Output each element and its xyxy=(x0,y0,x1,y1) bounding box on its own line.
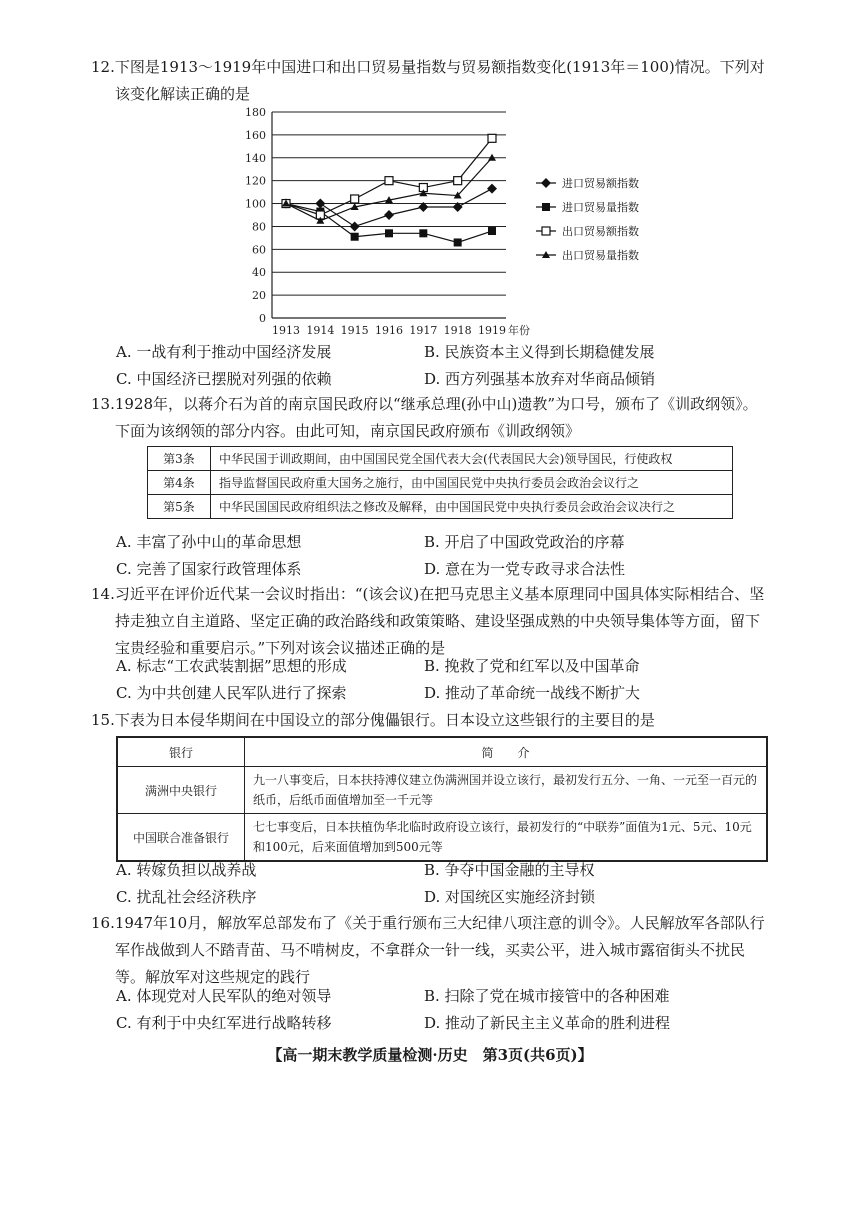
content-cell: 中华民国国民政府组织法之修改及解释，由中国国民党中央执行委员会政治会议决行之 xyxy=(211,495,733,519)
data-point xyxy=(315,199,325,209)
option-a[interactable]: A. 体现党对人民军队的绝对领导 xyxy=(116,987,332,1005)
intro-cell: 七七事变后，日本扶植伪华北临时政府设立该行，最初发行的“中联券”面值为1元、5元、10元和100元，后来面值增加到500元等 xyxy=(245,814,768,862)
y-tick-label: 140 xyxy=(245,151,266,165)
data-point xyxy=(488,154,496,161)
y-tick-label: 0 xyxy=(259,312,266,325)
bank-table xyxy=(116,736,768,862)
question-12-text: 12.下图是1913～1919年中国进口和出口贸易量指数与贸易额指数变化(1913年＝100)情况。下列对该变化解读正确的是 xyxy=(91,58,765,103)
table-header xyxy=(117,737,767,767)
y-tick-label: 80 xyxy=(252,220,266,234)
option-d[interactable]: D. 意在为一党专政寻求合法性 xyxy=(424,560,626,578)
article-cell: 第3条 xyxy=(148,447,211,471)
question-14 xyxy=(91,581,771,662)
outline-table xyxy=(147,446,733,519)
x-tick-label: 1917 xyxy=(409,324,438,337)
option-b[interactable]: B. 开启了中国政党政治的序幕 xyxy=(424,533,625,551)
page-footer: 【高一期末教学质量检测·历史 第3页(共6页)】 xyxy=(267,1046,593,1064)
data-point xyxy=(488,227,496,235)
header-intro: 简 介 xyxy=(245,737,768,767)
legend-label: 进口贸易额指数 xyxy=(562,177,639,190)
x-tick-label: 1914 xyxy=(306,324,335,337)
legend-label: 出口贸易额指数 xyxy=(562,225,639,238)
x-tick-label: 1913 xyxy=(272,324,300,337)
bank-cell: 满洲中央银行 xyxy=(117,767,245,814)
option-d[interactable]: D. 推动了新民主主义革命的胜利进程 xyxy=(424,1014,671,1032)
table-row xyxy=(148,471,733,495)
data-point xyxy=(454,177,462,185)
data-point xyxy=(385,229,393,237)
x-tick-label: 1916 xyxy=(375,324,403,337)
option-a[interactable]: A. 标志“工农武装割据”思想的形成 xyxy=(116,657,347,675)
option-c[interactable]: C. 扰乱社会经济秩序 xyxy=(116,888,257,906)
y-tick-label: 120 xyxy=(245,174,266,188)
data-point xyxy=(351,233,359,241)
data-point xyxy=(384,210,394,220)
article-cell: 第4条 xyxy=(148,471,211,495)
option-a[interactable]: A. 丰富了孙中山的革命思想 xyxy=(116,533,302,551)
article-cell: 第5条 xyxy=(148,495,211,519)
table-row xyxy=(117,767,767,814)
option-c[interactable]: C. 有利于中央红军进行战略转移 xyxy=(116,1014,332,1032)
y-tick-label: 20 xyxy=(252,289,266,303)
option-d[interactable]: D. 推动了革命统一战线不断扩大 xyxy=(424,684,641,702)
table-row xyxy=(148,447,733,471)
data-point xyxy=(350,221,360,231)
y-tick-label: 60 xyxy=(252,243,266,257)
legend-label: 进口贸易量指数 xyxy=(562,201,639,214)
x-tick-label: 1915 xyxy=(340,324,369,337)
legend-marker xyxy=(542,203,550,211)
legend-label: 出口贸易量指数 xyxy=(562,249,639,262)
question-16-text: 16.1947年10月，解放军总部发布了《关于重行颁布三大纪律八项注意的训令》。人民解放军各部队行军作战做到人不踏青苗、马不啃树皮，不拿群众一针一线，买卖公平，进入城市露宿街头不扰民等。解放军对这些规定的践行 xyxy=(91,914,765,986)
y-tick-label: 160 xyxy=(245,128,266,142)
legend-marker xyxy=(541,178,551,188)
content-cell: 中华民国于训政期间，由中国国民党全国代表大会(代表国民大会)领导国民，行使政权 xyxy=(211,447,733,471)
table-row xyxy=(117,814,767,862)
data-point xyxy=(419,229,427,237)
question-16 xyxy=(91,910,771,991)
option-b[interactable]: B. 扫除了党在城市接管中的各种困难 xyxy=(424,987,670,1005)
x-tick-label: 1918 xyxy=(443,324,472,337)
option-b[interactable]: B. 挽救了党和红军以及中国革命 xyxy=(424,657,640,675)
question-15-text: 15.下表为日本侵华期间在中国设立的部分傀儡银行。日本设立这些银行的主要目的是 xyxy=(91,711,655,729)
table-row xyxy=(148,495,733,519)
data-point xyxy=(454,238,462,246)
y-tick-label: 180 xyxy=(245,106,266,119)
data-point xyxy=(351,195,359,203)
question-14-text: 14.习近平在评价近代某一会议时指出：“(该会议)在把马克思主义基本原理同中国具体实际相结合、坚持走独立自主道路、坚定正确的政治路线和政策策略、建设坚强成熟的中央领导集体等方面，留下宝贵经验和重要启示。”下列对该会议描述正确的是 xyxy=(91,585,765,657)
option-d[interactable]: D. 西方列强基本放弃对华商品倾销 xyxy=(424,370,656,388)
legend-marker xyxy=(542,227,550,235)
option-c[interactable]: C. 中国经济已摆脱对列强的依赖 xyxy=(116,370,332,388)
y-tick-label: 100 xyxy=(245,197,266,211)
question-15 xyxy=(91,707,771,734)
option-a[interactable]: A. 转嫁负担以战养战 xyxy=(116,861,257,879)
data-point xyxy=(488,134,496,142)
x-tick-label: 1919 xyxy=(478,324,506,337)
question-13 xyxy=(91,391,771,445)
option-c[interactable]: C. 完善了国家行政管理体系 xyxy=(116,560,302,578)
option-b[interactable]: B. 争夺中国金融的主导权 xyxy=(424,861,595,879)
content-cell: 指导监督国民政府重大国务之施行，由中国国民党中央执行委员会政治会议行之 xyxy=(211,471,733,495)
y-tick-label: 40 xyxy=(252,266,266,280)
header-bank: 银行 xyxy=(117,737,245,767)
question-13-text: 13.1928年，以蒋介石为首的南京国民政府以“继承总理(孙中山)遗教”为口号，颁布了《训政纲领》。下面为该纲领的部分内容。由此可知，南京国民政府颁布《训政纲领》 xyxy=(91,395,758,440)
intro-cell: 九一八事变后，日本扶持溥仪建立伪满洲国并设立该行，最初发行五分、一角、一元至一百元的纸币，后纸币面值增加至一千元等 xyxy=(245,767,768,814)
question-12 xyxy=(91,54,771,108)
option-a[interactable]: A. 一战有利于推动中国经济发展 xyxy=(116,343,332,361)
bank-cell: 中国联合准备银行 xyxy=(117,814,245,862)
x-axis-suffix: 年份 xyxy=(508,324,530,337)
option-c[interactable]: C. 为中共创建人民军队进行了探索 xyxy=(116,684,347,702)
data-point xyxy=(385,177,393,185)
data-point xyxy=(487,184,497,194)
option-b[interactable]: B. 民族资本主义得到长期稳健发展 xyxy=(424,343,655,361)
option-d[interactable]: D. 对国统区实施经济封锁 xyxy=(424,888,596,906)
trade-index-chart xyxy=(236,106,666,338)
